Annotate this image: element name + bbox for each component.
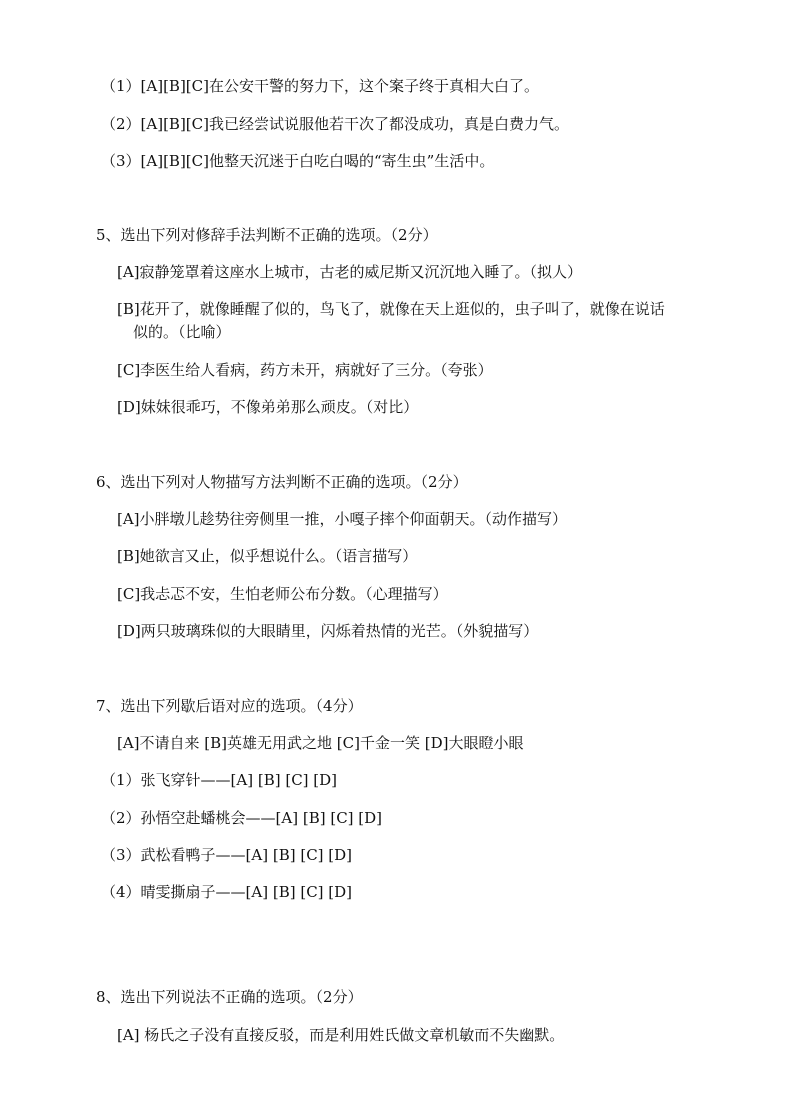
question-6-title: 6、选出下列对人物描写方法判断不正确的选项。（2分）: [96, 473, 468, 491]
question-5-title: 5、选出下列对修辞手法判断不正确的选项。（2分）: [96, 226, 438, 244]
question-5-option-b-continued: 似的。（比喻）: [133, 323, 231, 341]
question-6-option-a: [A]小胖墩儿趁势往旁侧里一推，小嘎子摔个仰面朝天。（动作描写）: [117, 510, 568, 528]
question-item-3: （3）[A][B][C]他整天沉迷于白吃白喝的“寄生虫”生活中。: [101, 152, 495, 170]
question-7-item-4: （4）晴雯撕扇子——[A] [B] [C] [D]: [101, 883, 353, 901]
question-8-title: 8、选出下列说法不正确的选项。（2分）: [96, 988, 363, 1006]
question-6-option-d: [D]两只玻璃珠似的大眼睛里，闪烁着热情的光芒。（外貌描写）: [117, 622, 539, 640]
question-8-option-a: [A] 杨氏之子没有直接反驳，而是利用姓氏做文章机敏而不失幽默。: [117, 1026, 565, 1044]
question-7-item-1: （1）张飞穿针——[A] [B] [C] [D]: [101, 771, 338, 789]
question-7-choices: [A]不请自来 [B]英雄无用武之地 [C]千金一笑 [D]大眼瞪小眼: [117, 734, 524, 752]
question-5-option-b: [B]花开了，就像睡醒了似的，鸟飞了，就像在天上逛似的，虫子叫了，就像在说话: [117, 300, 665, 318]
question-5-option-c: [C]李医生给人看病，药方未开，病就好了三分。（夸张）: [117, 361, 493, 379]
question-5-option-d: [D]妹妹很乖巧，不像弟弟那么顽皮。（对比）: [117, 398, 419, 416]
question-6-option-c: [C]我忐忑不安，生怕老师公布分数。（心理描写）: [117, 585, 448, 603]
question-6-option-b: [B]她欲言又止，似乎想说什么。（语言描写）: [117, 547, 418, 565]
question-item-1: （1）[A][B][C]在公安干警的努力下，这个案子终于真相大白了。: [101, 77, 539, 95]
question-7-item-3: （3）武松看鸭子——[A] [B] [C] [D]: [101, 846, 353, 864]
question-7-item-2: （2）孙悟空赴蟠桃会——[A] [B] [C] [D]: [101, 809, 383, 827]
question-7-title: 7、选出下列歇后语对应的选项。（4分）: [96, 697, 363, 715]
question-item-2: （2）[A][B][C]我已经尝试说服他若干次了都没成功，真是白费力气。: [101, 115, 569, 133]
question-5-option-a: [A]寂静笼罩着这座水上城市，古老的威尼斯又沉沉地入睡了。（拟人）: [117, 263, 583, 281]
